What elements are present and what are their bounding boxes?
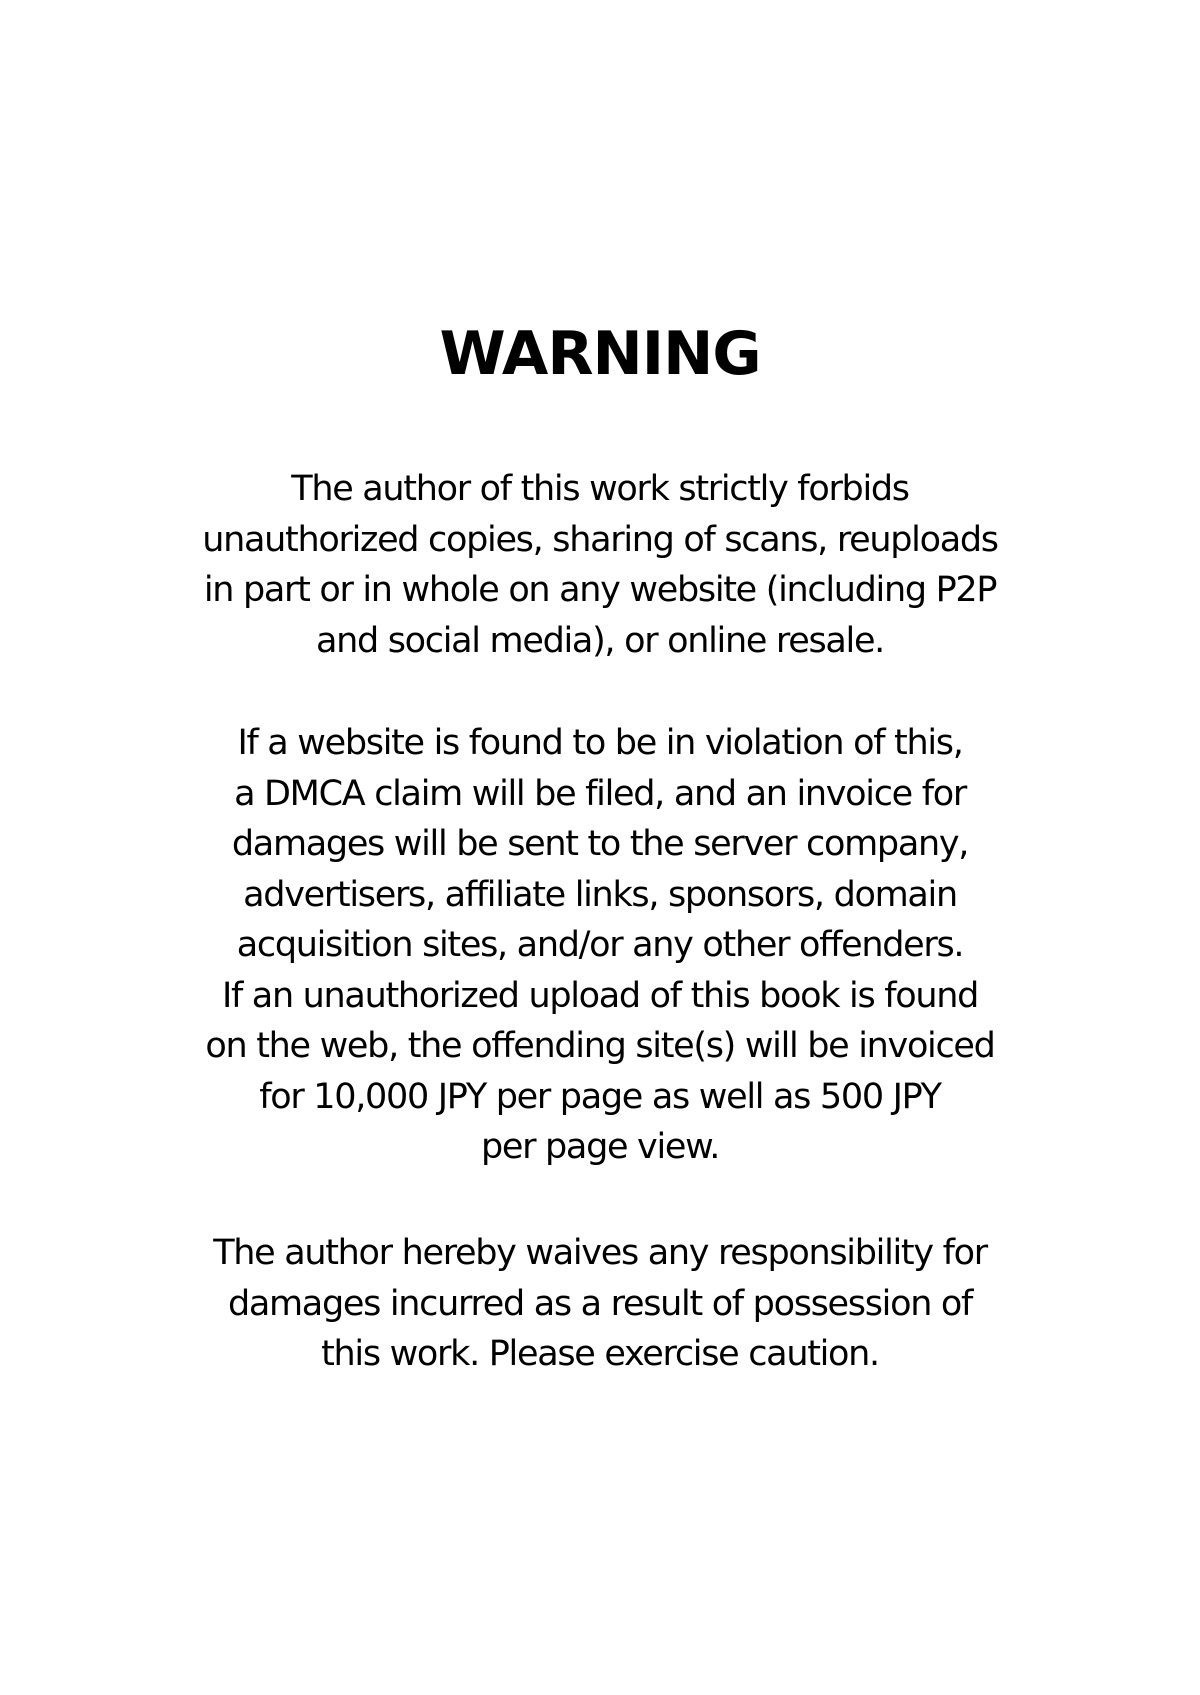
paragraph-line: a DMCA claim will be filed, and an invoice for [234, 773, 966, 814]
paragraph-line: for 10,000 JPY per page as well as 500 JPY [259, 1076, 941, 1117]
paragraph-responsibility-waiver [150, 1228, 1050, 1380]
paragraph-line: If a website is found to be in violation of this, [237, 723, 963, 763]
paragraph-line: acquisition sites, and/or any other offenders. [236, 925, 964, 965]
paragraph-dmca-invoice [150, 718, 1050, 1173]
paragraph-line: on the web, the offending site(s) will be invoiced [205, 1026, 995, 1066]
paragraph-line: per page view. [480, 1127, 720, 1167]
paragraph-line: The author of this work strictly forbids [291, 469, 909, 509]
paragraph-copy-prohibition [150, 464, 1050, 666]
paragraph-line: unauthorized copies, sharing of scans, reuploads [202, 519, 998, 560]
page-title: WARNING [439, 319, 761, 389]
paragraph-line: advertisers, affiliate links, sponsors, domain [243, 874, 957, 915]
paragraph-line: and social media), or online resale. [315, 620, 885, 661]
paragraph-line: damages incurred as a result of possession of [227, 1283, 973, 1324]
paragraph-line: this work. Please exercise caution. [321, 1334, 879, 1374]
paragraph-line: damages will be sent to the server company, [231, 824, 969, 864]
paragraph-line: The author hereby waives any responsibility for [213, 1233, 987, 1273]
paragraph-line: in part or in whole on any website (including P2P [203, 570, 997, 610]
paragraph-line: If an unauthorized upload of this book is found [221, 975, 979, 1016]
